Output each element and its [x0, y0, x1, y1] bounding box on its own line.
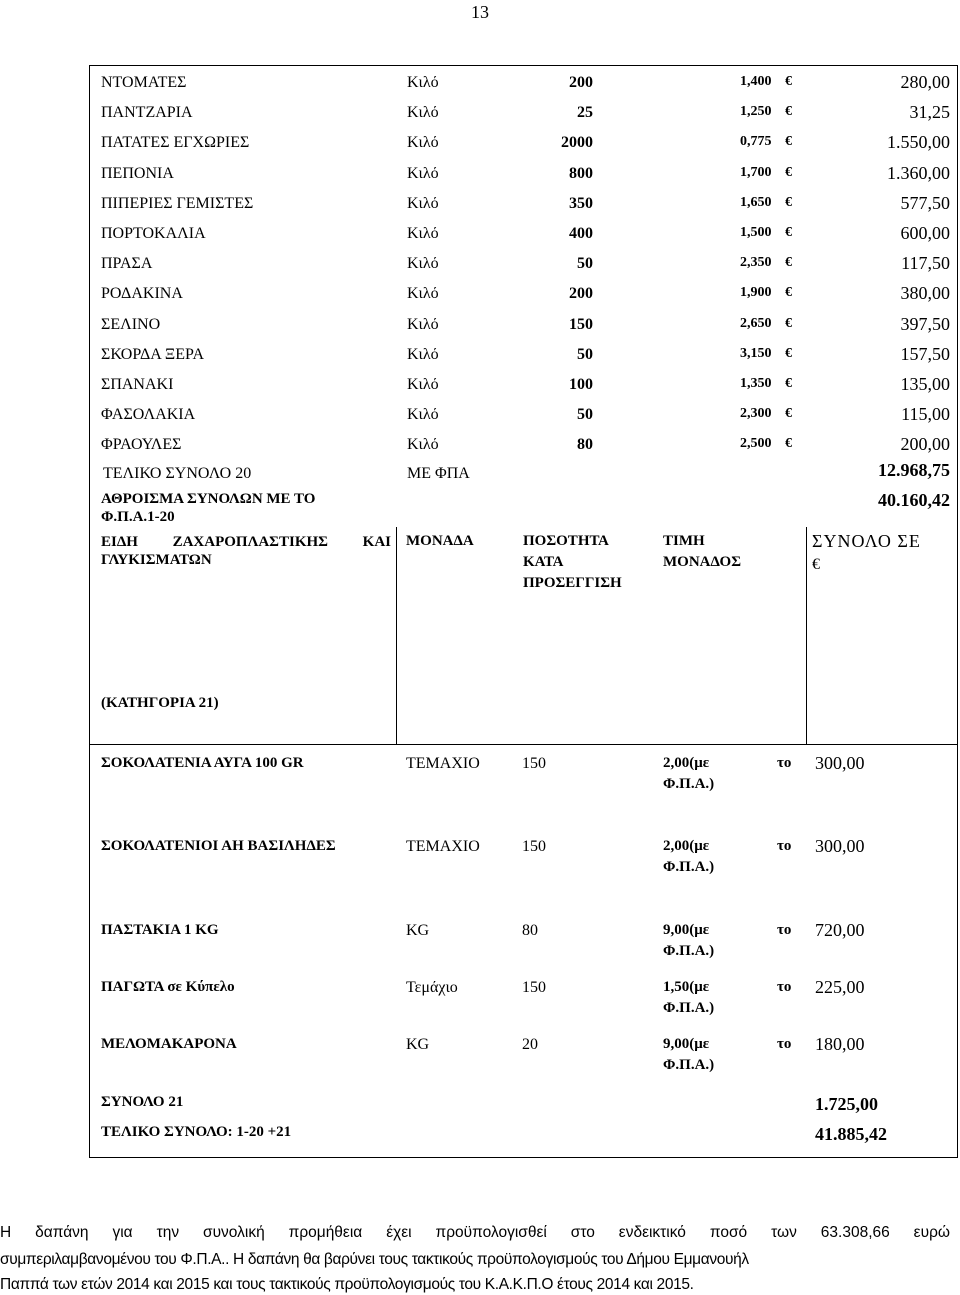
sum-label: ΑΘΡΟΙΣΜΑ ΣΥΝΟΛΩΝ ΜΕ ΤΟ Φ.Π.Α.1-20: [101, 491, 316, 525]
item-unit: Κιλό: [407, 346, 439, 363]
item-price: 2,500: [740, 436, 772, 451]
page-number: 13: [471, 2, 489, 22]
sum-value: 40.160,42: [878, 490, 950, 510]
header-total-1: ΣΥΝΟΛΟ ΣΕ: [812, 531, 921, 551]
sweet-qty: 20: [522, 1036, 538, 1053]
item-unit: Κιλό: [407, 255, 439, 272]
sweet-name: ΣΟΚΟΛΑΤΕΝΙΟΙ ΑΗ ΒΑΣΙΛΗΔΕΣ: [101, 838, 336, 854]
sweet-name: ΜΕΛΟΜΑΚΑΡΟΝΑ: [101, 1036, 237, 1052]
item-total: 200,00: [900, 434, 950, 454]
item-total: 380,00: [900, 283, 950, 303]
currency-symbol: €: [785, 406, 792, 421]
sweet-price-vat: Φ.Π.Α.): [663, 943, 715, 959]
row-divider: [89, 744, 958, 745]
item-price: 2,300: [740, 406, 772, 421]
sweet-qty: 80: [522, 922, 538, 939]
item-qty: 25: [577, 104, 593, 121]
total21-label: ΣΥΝΟΛΟ 21: [101, 1094, 184, 1110]
sweet-total: 180,00: [815, 1034, 865, 1054]
sweet-price: 9,00(με: [663, 922, 710, 938]
sweet-price-vat: Φ.Π.Α.): [663, 1057, 715, 1073]
item-qty: 200: [569, 74, 593, 91]
item-qty: 200: [569, 285, 593, 302]
footer-text-1: Η δαπάνη για την συνολική προμήθεια έχει προϋπολογισθεί στο ενδεικτικό ποσό των 63.308,66 ευρώ: [0, 1224, 950, 1241]
item-name: ΦΡΑΟΥΛΕΣ: [101, 436, 182, 453]
sweet-unit: Τεμάχιο: [406, 979, 458, 996]
item-unit: Κιλό: [407, 195, 439, 212]
item-total: 1.360,00: [887, 163, 950, 183]
total21-value: 1.725,00: [815, 1094, 878, 1114]
sweet-price: 1,50(με: [663, 979, 710, 995]
sweet-name: ΠΑΓΩΤΑ σε Κύπελο: [101, 979, 235, 995]
item-qty: 800: [569, 165, 593, 182]
currency-symbol: €: [785, 195, 792, 210]
item-price: 2,350: [740, 255, 772, 270]
item-unit: Κιλό: [407, 285, 439, 302]
grand-total-value: 41.885,42: [815, 1124, 887, 1144]
item-unit: Κιλό: [407, 436, 439, 453]
sweet-total: 300,00: [815, 753, 865, 773]
item-name: ΠΡΑΣΑ: [101, 255, 153, 272]
total20-value: 12.968,75: [878, 460, 950, 480]
item-price: 0,775: [740, 134, 772, 149]
item-price: 1,900: [740, 285, 772, 300]
currency-symbol: €: [785, 376, 792, 391]
header-qty-3: ΠΡΟΣΕΓΓΙΣΗ: [523, 575, 622, 591]
header-item-name: ΕΙΔΗ ΖΑΧΑΡΟΠΛΑΣΤΙΚΗΣ ΚΑΙ ΓΛΥΚΙΣΜΑΤΩΝ: [101, 534, 391, 568]
item-price: 3,150: [740, 346, 772, 361]
sweet-price: 2,00(με: [663, 755, 710, 771]
sweet-price-to: το: [777, 838, 792, 854]
item-qty: 100: [569, 376, 593, 393]
item-name: ΠΕΠΟΝΙΑ: [101, 165, 174, 182]
item-price: 1,350: [740, 376, 772, 391]
sweet-total: 225,00: [815, 977, 865, 997]
item-price: 2,650: [740, 316, 772, 331]
col-divider: [396, 527, 397, 744]
currency-symbol: €: [785, 255, 792, 270]
sweet-price-vat: Φ.Π.Α.): [663, 1000, 715, 1016]
sweet-price: 2,00(με: [663, 838, 710, 854]
item-price: 1,400: [740, 74, 772, 89]
currency-symbol: €: [785, 134, 792, 149]
item-unit: Κιλό: [407, 225, 439, 242]
sweet-qty: 150: [522, 979, 546, 996]
item-qty: 50: [577, 255, 593, 272]
currency-symbol: €: [785, 346, 792, 361]
currency-symbol: €: [785, 225, 792, 240]
footer-line-2: συμπεριλαμβανομένου του Φ.Π.Α.. Η δαπάνη θα βαρύνει τους τακτικούς προϋπολογισμούς του Δήμου Εμμανουήλ: [0, 1251, 749, 1268]
sweet-price-to: το: [777, 755, 792, 771]
table-bottom-border: [89, 1157, 958, 1158]
sweet-price-vat: Φ.Π.Α.): [663, 859, 715, 875]
item-qty: 150: [569, 316, 593, 333]
sweet-name: ΣΟΚΟΛΑΤΕΝΙΑ ΑΥΓΑ 100 GR: [101, 755, 304, 771]
item-unit: Κιλό: [407, 406, 439, 423]
currency-symbol: €: [785, 285, 792, 300]
currency-symbol: €: [785, 165, 792, 180]
item-total: 117,50: [901, 253, 950, 273]
item-name: ΝΤΟΜΑΤΕΣ: [101, 74, 187, 91]
footer-line-1: [0, 1224, 960, 1242]
item-unit: Κιλό: [407, 74, 439, 91]
sweet-unit: KG: [406, 922, 430, 939]
item-name: ΣΚΟΡΔΑ ΞΕΡΑ: [101, 346, 204, 363]
col-divider: [806, 527, 807, 744]
item-qty: 400: [569, 225, 593, 242]
sweet-qty: 150: [522, 755, 546, 772]
item-price: 1,650: [740, 195, 772, 210]
item-name: ΣΕΛΙΝΟ: [101, 316, 161, 333]
sweet-unit: ΤΕΜΑΧΙΟ: [406, 838, 480, 855]
currency-symbol: €: [785, 104, 792, 119]
sweet-unit: KG: [406, 1036, 430, 1053]
sweet-total: 720,00: [815, 920, 865, 940]
item-price: 1,250: [740, 104, 772, 119]
item-unit: Κιλό: [407, 376, 439, 393]
grand-total-label: ΤΕΛΙΚΟ ΣΥΝΟΛΟ: 1-20 +21: [101, 1124, 292, 1140]
header-price-2: ΜΟΝΑΔΟΣ: [663, 554, 742, 570]
header-qty-1: ΠΟΣΟΤΗΤΑ: [523, 533, 609, 549]
item-name: ΡΟΔΑΚΙΝΑ: [101, 285, 183, 302]
header-qty-2: ΚΑΤΑ: [523, 554, 564, 570]
item-unit: Κιλό: [407, 316, 439, 333]
item-qty: 2000: [561, 134, 593, 151]
header-total-currency: €: [812, 556, 820, 573]
currency-symbol: €: [785, 316, 792, 331]
item-unit: Κιλό: [407, 134, 439, 151]
item-name: ΦΑΣΟΛΑΚΙΑ: [101, 406, 196, 423]
item-qty: 80: [577, 436, 593, 453]
category-label: (ΚΑΤΗΓΟΡΙΑ 21): [101, 695, 219, 711]
item-total: 1.550,00: [887, 132, 950, 152]
currency-symbol: €: [785, 436, 792, 451]
sweet-price-to: το: [777, 1036, 792, 1052]
item-unit: Κιλό: [407, 165, 439, 182]
item-total: 397,50: [900, 314, 950, 334]
item-price: 1,500: [740, 225, 772, 240]
total20-vat: ΜΕ ΦΠΑ: [407, 465, 470, 482]
sweet-name: ΠΑΣΤΑΚΙΑ 1 KG: [101, 922, 219, 938]
item-name: ΠΑΤΑΤΕΣ ΕΓΧΩΡΙΕΣ: [101, 134, 250, 151]
header-unit: ΜΟΝΑΔΑ: [406, 533, 474, 549]
item-qty: 50: [577, 346, 593, 363]
item-name: ΠΙΠΕΡΙΕΣ ΓΕΜΙΣΤΕΣ: [101, 195, 254, 212]
total20-label: ΤΕΛΙΚΟ ΣΥΝΟΛΟ 20: [103, 465, 252, 482]
item-total: 577,50: [900, 193, 950, 213]
item-price: 1,700: [740, 165, 772, 180]
sweet-price-to: το: [777, 922, 792, 938]
sweet-price-to: το: [777, 979, 792, 995]
currency-symbol: €: [785, 74, 792, 89]
footer-line-3: Παππά των ετών 2014 και 2015 και τους τακτικούς προϋπολογισμούς του Κ.Α.Κ.Π.Ο έτους 2014 και 2015.: [0, 1276, 694, 1293]
item-name: ΣΠΑΝΑΚΙ: [101, 376, 174, 393]
sweet-total: 300,00: [815, 836, 865, 856]
item-qty: 350: [569, 195, 593, 212]
item-total: 157,50: [900, 344, 950, 364]
item-name: ΠΑΝΤΖΑΡΙΑ: [101, 104, 193, 121]
sweet-unit: ΤΕΜΑΧΙΟ: [406, 755, 480, 772]
sweet-price: 9,00(με: [663, 1036, 710, 1052]
item-total: 600,00: [900, 223, 950, 243]
item-name: ΠΟΡΤΟΚΑΛΙΑ: [101, 225, 206, 242]
sweet-price-vat: Φ.Π.Α.): [663, 776, 715, 792]
item-total: 280,00: [900, 72, 950, 92]
item-unit: Κιλό: [407, 104, 439, 121]
header-price-1: ΤΙΜΗ: [663, 533, 705, 549]
item-total: 115,00: [901, 404, 950, 424]
item-qty: 50: [577, 406, 593, 423]
item-total: 135,00: [900, 374, 950, 394]
sweet-qty: 150: [522, 838, 546, 855]
item-total: 31,25: [909, 102, 950, 122]
